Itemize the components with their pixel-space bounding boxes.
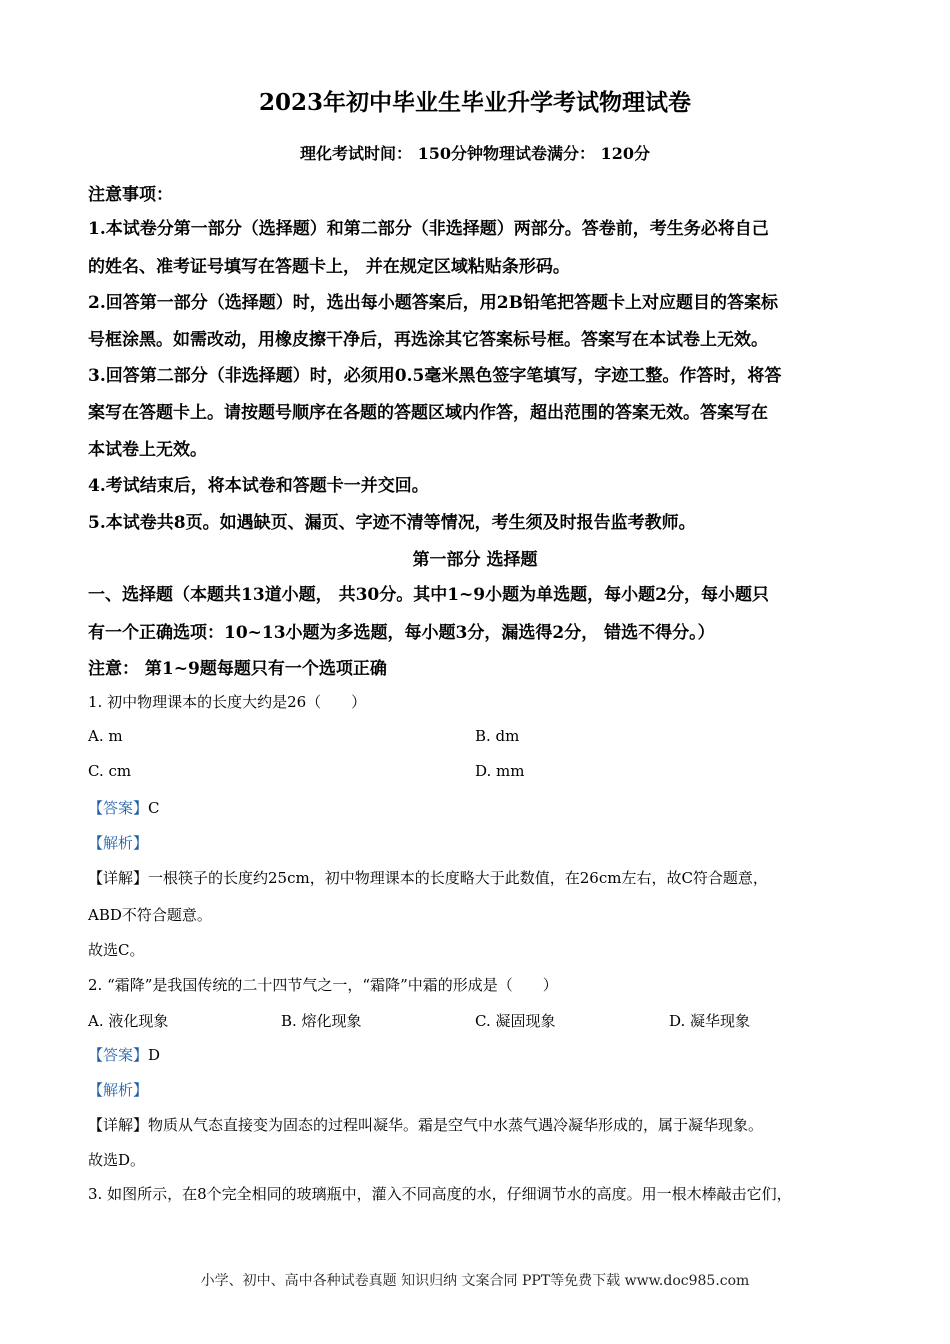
notice-line: 的姓名、准考证号填写在答题卡上， 并在规定区域粘贴条形码。	[88, 257, 570, 277]
detail-tag: 【详解】	[88, 1116, 149, 1134]
section-instructions: 一、选择题（本题共13道小题， 共30分。其中1~9小题为单选题，每小题2分，每小题只	[88, 585, 769, 605]
notice-line: 2.回答第一部分（选择题）时，选出每小题答案后，用2B铅笔把答题卡上对应题目的答案标	[88, 293, 778, 313]
analysis-tag: 【解析】	[88, 1081, 149, 1099]
notice-line: 案写在答题卡上。请按题号顺序在各题的答题区域内作答，超出范围的答案无效。答案写在	[88, 403, 768, 423]
page-footer: 小学、初中、高中各种试卷真题 知识归纳 文案合同 PPT等免费下载 www.doc985.com	[200, 1273, 750, 1289]
detail-tag: 【详解】	[88, 869, 149, 887]
answer-line	[88, 1044, 868, 1065]
notice-line: 5.本试卷共8页。如遇缺页、漏页、字迹不清等情况，考生须及时报告监考教师。	[88, 513, 696, 533]
exam-subtitle: 理化考试时间： 150分钟物理试卷满分： 120分	[300, 144, 650, 163]
option-b: B. dm	[475, 727, 520, 745]
section-instructions: 有一个正确选项：10~13小题为多选题，每小题3分，漏选得2分， 错选不得分。）	[88, 623, 715, 643]
answer-line	[88, 797, 868, 818]
section-note: 注意： 第1~9题每题只有一个选项正确	[88, 659, 387, 679]
answer-value: D	[148, 1046, 161, 1064]
question-stem: 2. “霜降”是我国传统的二十四节气之一，“霜降”中霜的形成是（ ）	[88, 976, 558, 994]
part1-heading: 第一部分 选择题	[412, 550, 538, 570]
option-b: B. 熔化现象	[281, 1012, 362, 1030]
answer-tag: 【答案】	[88, 799, 149, 817]
answer-tag: 【答案】	[88, 1046, 149, 1064]
notice-line: 3.回答第二部分（非选择题）时，必须用0.5毫米黑色签字笔填写，字迹工整。作答时，将答	[88, 366, 782, 386]
question-stem: 3. 如图所示，在8个完全相同的玻璃瓶中，灌入不同高度的水，仔细调节水的高度。用一根木棒敲击它们，	[88, 1185, 792, 1203]
option-a: A. m	[88, 727, 123, 745]
notice-line: 号框涂黑。如需改动，用橡皮擦干净后，再选涂其它答案标号框。答案写在本试卷上无效。	[88, 330, 768, 350]
detail-line: 【详解】一根筷子的长度约25cm，初中物理课本的长度略大于此数值，在26cm左右，故C符合题意，	[88, 869, 768, 887]
notice-line: 本试卷上无效。	[88, 440, 207, 460]
option-d: D. 凝华现象	[669, 1012, 751, 1030]
notice-line: 4.考试结束后，将本试卷和答题卡一并交回。	[88, 476, 429, 496]
option-c: C. 凝固现象	[475, 1012, 556, 1030]
option-c: C. cm	[88, 762, 132, 780]
detail-line: ABD不符合题意。	[88, 906, 212, 924]
exam-title: 2023年初中毕业生毕业升学考试物理试卷	[258, 89, 691, 116]
option-a: A. 液化现象	[88, 1012, 169, 1030]
notice-heading: 注意事项：	[88, 185, 173, 205]
question-stem: 1. 初中物理课本的长度大约是26（ ）	[88, 693, 367, 711]
conclusion: 故选C。	[88, 941, 145, 959]
answer-value: C	[148, 799, 160, 817]
analysis-tag: 【解析】	[88, 834, 149, 852]
detail-line: 【详解】物质从气态直接变为固态的过程叫凝华。霜是空气中水蒸气遇冷凝华形成的，属于凝华现象。	[88, 1116, 764, 1134]
conclusion: 故选D。	[88, 1151, 146, 1169]
notice-line: 1.本试卷分第一部分（选择题）和第二部分（非选择题）两部分。答卷前，考生务必将自己	[88, 219, 769, 239]
option-d: D. mm	[475, 762, 525, 780]
